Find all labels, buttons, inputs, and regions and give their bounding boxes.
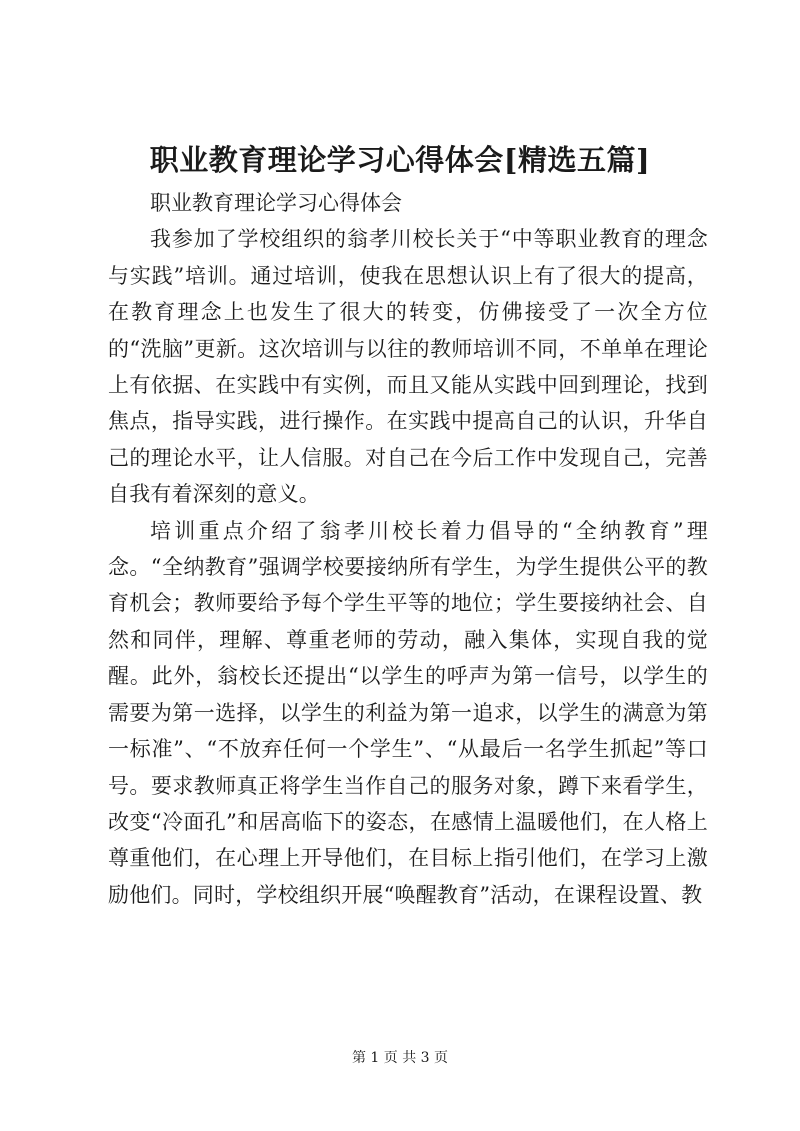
document-subtitle: 职业教育理论学习心得体会 [150,191,402,215]
page-footer: 第 1 页 共 3 页 [351,1050,449,1066]
paragraph-1: 我参加了学校组织的翁孝川校长关于“中等职业教育的理念与实践”培训。通过培训，使我在思想认识上有了很大的提高，在教育理念上也发生了很大的转变，仿佛接受了一次全方位的“洗脑”更新。这次培训与以往的教师培训不同，不单单在理论上有依据、在实践中有实例，而且又能从实践中回到理论，找到焦点，指导实践，进行操作。在实践中提高自己的认识，升华自己的理论水平，让人信服。对自己在今后工作中发现自己，完善自我有着深刻的意义。 [108,227,708,507]
document-body [108,185,708,913]
document-title: 职业教育理论学习心得体会[精选五篇] [149,143,651,177]
paragraph-2: 培训重点介绍了翁孝川校长着力倡导的“全纳教育”理念。“全纳教育”强调学校要接纳所有学生，为学生提供公平的教育机会；教师要给予每个学生平等的地位；学生要接纳社会、自然和同伴，理解、尊重老师的劳动，融入集体，实现自我的觉醒。此外，翁校长还提出“以学生的呼声为第一信号，以学生的需要为第一选择，以学生的利益为第一追求，以学生的满意为第一标准”、“不放弃任何一个学生”、“从最后一名学生抓起”等口号。要求教师真正将学生当作自己的服务对象，蹲下来看学生，改变“冷面孔”和居高临下的姿态，在感情上温暖他们，在人格上尊重他们，在心理上开导他们，在目标上指引他们，在学习上激励他们。同时，学校组织开展“唤醒教育”活动，在课程设置、教 [108,518,708,907]
